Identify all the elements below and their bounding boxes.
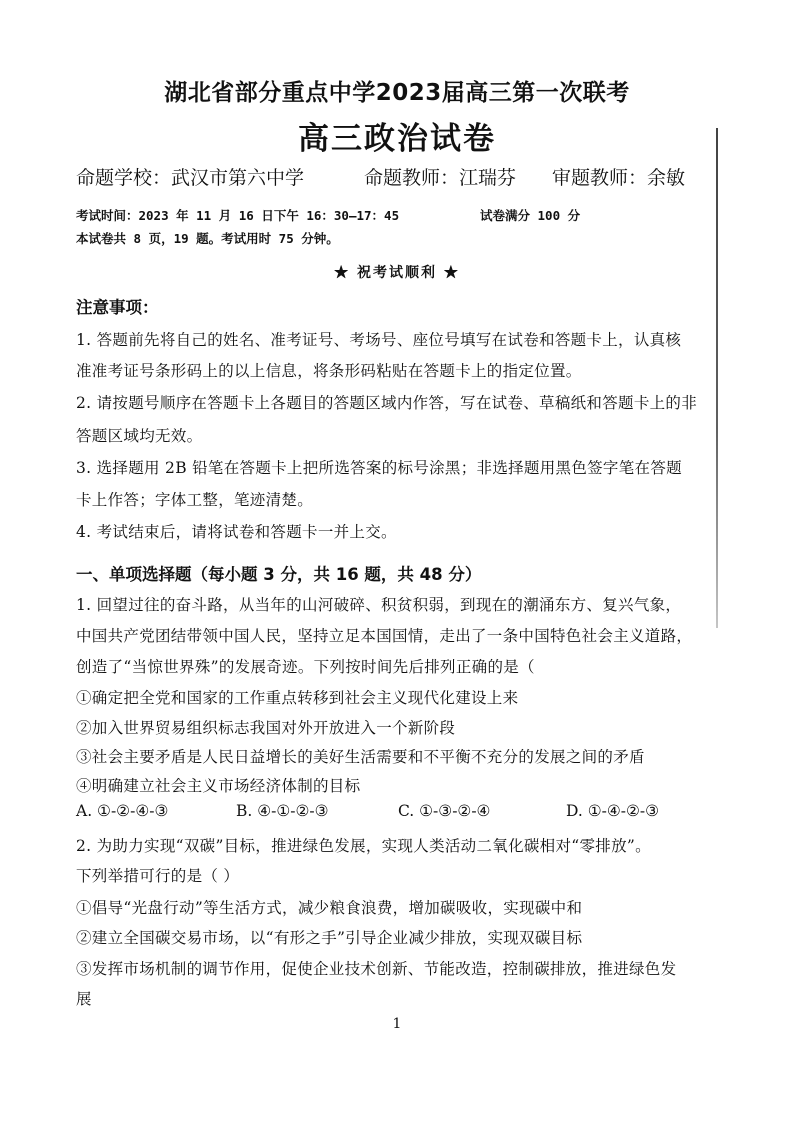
- question-2-statement: ①倡导“光盘行动”等生活方式，减少粮食浪费，增加碳吸收，实现碳中和: [76, 899, 583, 917]
- question-1-statement: ②加入世界贸易组织标志我国对外开放进入一个新阶段: [76, 719, 456, 737]
- school-label: 命题学校：武汉市第六中学: [76, 167, 305, 189]
- notice-line: 1. 答题前先将自己的姓名、准考证号、考场号、座位号填写在试卷和答题卡上，认真核: [76, 331, 682, 349]
- section-heading: 一、单项选择题（每小题 3 分，共 16 题，共 48 分）: [76, 565, 482, 584]
- notice-line: 卡上作答；字体工整，笔迹清楚。: [76, 491, 314, 509]
- good-luck-banner: ★ 祝考试顺利 ★: [334, 265, 460, 281]
- option-a: A. ①-②-④-③: [76, 802, 169, 820]
- pages-info: 本试卷共 8 页，19 题。考试用时 75 分钟。: [76, 231, 339, 246]
- question-2-statement: 展: [76, 990, 92, 1008]
- question-1-line: 1. 回望过往的奋斗路，从当年的山河破碎、积贫积弱，到现在的潮涌东方、复兴气象，: [76, 596, 682, 614]
- question-2-statement: ③发挥市场机制的调节作用，促使企业技术创新、节能改造，控制碳排放，推进绿色发: [76, 960, 677, 978]
- exam-time: 考试时间：2023 年 11 月 16 日下午 16：30—17：45: [76, 208, 400, 223]
- notice-line: 准准考证号条形码上的以上信息，将条形码粘贴在答题卡上的指定位置。: [76, 362, 582, 380]
- question-2-statement: ②建立全国碳交易市场，以“有形之手”引导企业减少排放，实现双碳目标: [76, 929, 583, 947]
- exam-subtitle: 高三政治试卷: [298, 121, 496, 157]
- notice-line: 答题区域均无效。: [76, 427, 203, 445]
- option-d: D. ①-④-②-③: [566, 802, 660, 820]
- scan-edge-line: [716, 128, 718, 628]
- question-1-line: 创造了“当惊世界殊”的发展奇迹。下列按时间先后排列正确的是（: [76, 658, 535, 676]
- full-score: 试卷满分 100 分: [480, 208, 581, 223]
- question-1-statement: ③社会主要矛盾是人民日益增长的美好生活需要和不平衡不充分的发展之间的矛盾: [76, 748, 645, 766]
- notice-line: 3. 选择题用 2B 铅笔在答题卡上把所选答案的标号涂黑；非选择题用黑色签字笔在答题: [76, 459, 682, 477]
- reviewer-label: 审题教师：余敏: [552, 167, 686, 189]
- page-number: 1: [392, 1016, 402, 1032]
- staff-row: [76, 163, 716, 189]
- question-1-statement: ①确定把全党和国家的工作重点转移到社会主义现代化建设上来: [76, 689, 519, 707]
- option-b: B. ④-①-②-③: [236, 802, 329, 820]
- notice-line: 2. 请按题号顺序在答题卡上各题目的答题区域内作答，写在试卷、草稿纸和答题卡上的非: [76, 394, 698, 412]
- notice-line: 4. 考试结束后，请将试卷和答题卡一并上交。: [76, 523, 397, 541]
- question-1-line: 中国共产党团结带领中国人民，坚持立足本国国情，走出了一条中国特色社会主义道路，: [76, 627, 693, 645]
- question-2-line: 下列举措可行的是（ ）: [76, 867, 240, 885]
- question-2-line: 2. 为助力实现“双碳”目标，推进绿色发展，实现人类活动二氧化碳相对“零排放”。: [76, 837, 651, 855]
- setter-label: 命题教师：江瑞芬: [364, 167, 517, 189]
- exam-title: 湖北省部分重点中学2023届高三第一次联考: [164, 80, 630, 106]
- question-1-statement: ④明确建立社会主义市场经济体制的目标: [76, 777, 361, 795]
- notice-heading: 注意事项：: [76, 298, 159, 317]
- question-1-options: [76, 802, 696, 826]
- option-c: C. ①-③-②-④: [398, 802, 491, 820]
